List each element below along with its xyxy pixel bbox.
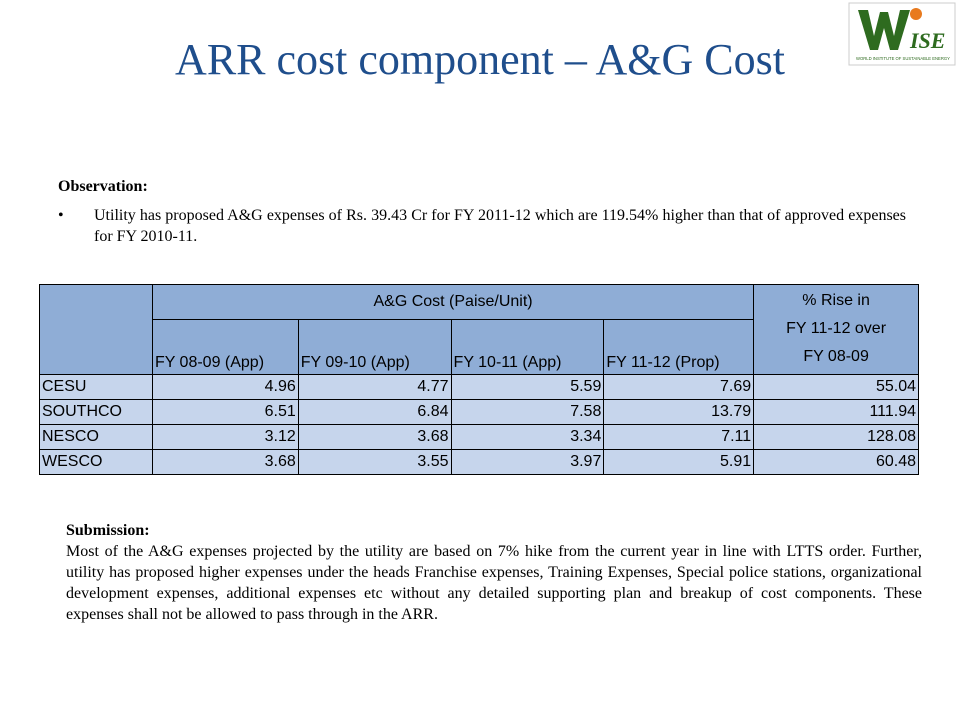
observation-bullet [58, 205, 906, 247]
utility-name: CESU [40, 375, 153, 400]
table-cell: 3.97 [451, 450, 604, 475]
observation-heading: Observation: [58, 178, 148, 195]
rise-cell: 128.08 [754, 425, 919, 450]
rise-cell: 55.04 [754, 375, 919, 400]
table-cell: 7.69 [604, 375, 754, 400]
table-cell: 5.91 [604, 450, 754, 475]
table-row [40, 400, 919, 425]
column-header: FY 09-10 (App) [298, 320, 451, 375]
column-header: FY 08-09 (App) [152, 320, 298, 375]
wise-logo [848, 2, 956, 66]
rise-header-line: FY 08-09 [803, 348, 869, 365]
table-cell: 4.77 [298, 375, 451, 400]
table-cell: 7.58 [451, 400, 604, 425]
table-cell: 5.59 [451, 375, 604, 400]
corner-cell [40, 285, 153, 375]
submission-heading: Submission: [66, 522, 150, 539]
group-header: A&G Cost (Paise/Unit) [152, 285, 753, 320]
rise-cell: 60.48 [754, 450, 919, 475]
table-cell: 6.84 [298, 400, 451, 425]
table-cell: 7.11 [604, 425, 754, 450]
submission-text: Most of the A&G expenses projected by the utility are based on 7% hike from the current year in line with LTTS order. Further, utility has proposed higher expenses under the heads Franchise expenses, Training Expenses, Special police stations, organizational development expenses, additional expenses etc without any detailed supporting plan and breakup of cost components. These expenses shall not be allowed to pass through in the ARR. [66, 543, 922, 623]
observation-text: Utility has proposed A&G expenses of Rs. 39.43 Cr for FY 2011-12 which are 119.54% higher than that of approved expenses for FY 2010-11. [94, 207, 906, 245]
rise-cell: 111.94 [754, 400, 919, 425]
table-cell: 3.68 [298, 425, 451, 450]
utility-name: NESCO [40, 425, 153, 450]
table-row [40, 425, 919, 450]
table-cell: 4.96 [152, 375, 298, 400]
observation-section [58, 176, 906, 247]
rise-header [754, 285, 919, 375]
svg-text:ISE: ISE [910, 28, 946, 53]
svg-text:WORLD INSTITUTE OF SUSTAINABLE: WORLD INSTITUTE OF SUSTAINABLE ENERGY [856, 56, 950, 61]
table-cell: 3.68 [152, 450, 298, 475]
column-header: FY 11-12 (Prop) [604, 320, 754, 375]
table-cell: 6.51 [152, 400, 298, 425]
utility-name: SOUTHCO [40, 400, 153, 425]
table-cell: 13.79 [604, 400, 754, 425]
table-cell: 3.34 [451, 425, 604, 450]
ag-cost-table [39, 284, 919, 475]
table-row [40, 375, 919, 400]
bullet-dot: • [58, 207, 64, 224]
column-header: FY 10-11 (App) [451, 320, 604, 375]
table-cell: 3.55 [298, 450, 451, 475]
rise-header-line: % Rise in [802, 292, 870, 309]
utility-name: WESCO [40, 450, 153, 475]
rise-header-line: FY 11-12 over [786, 320, 887, 337]
submission-section [66, 520, 922, 625]
table-row [40, 450, 919, 475]
page-title: ARR cost component – A&G Cost [175, 35, 785, 84]
table-cell: 3.12 [152, 425, 298, 450]
